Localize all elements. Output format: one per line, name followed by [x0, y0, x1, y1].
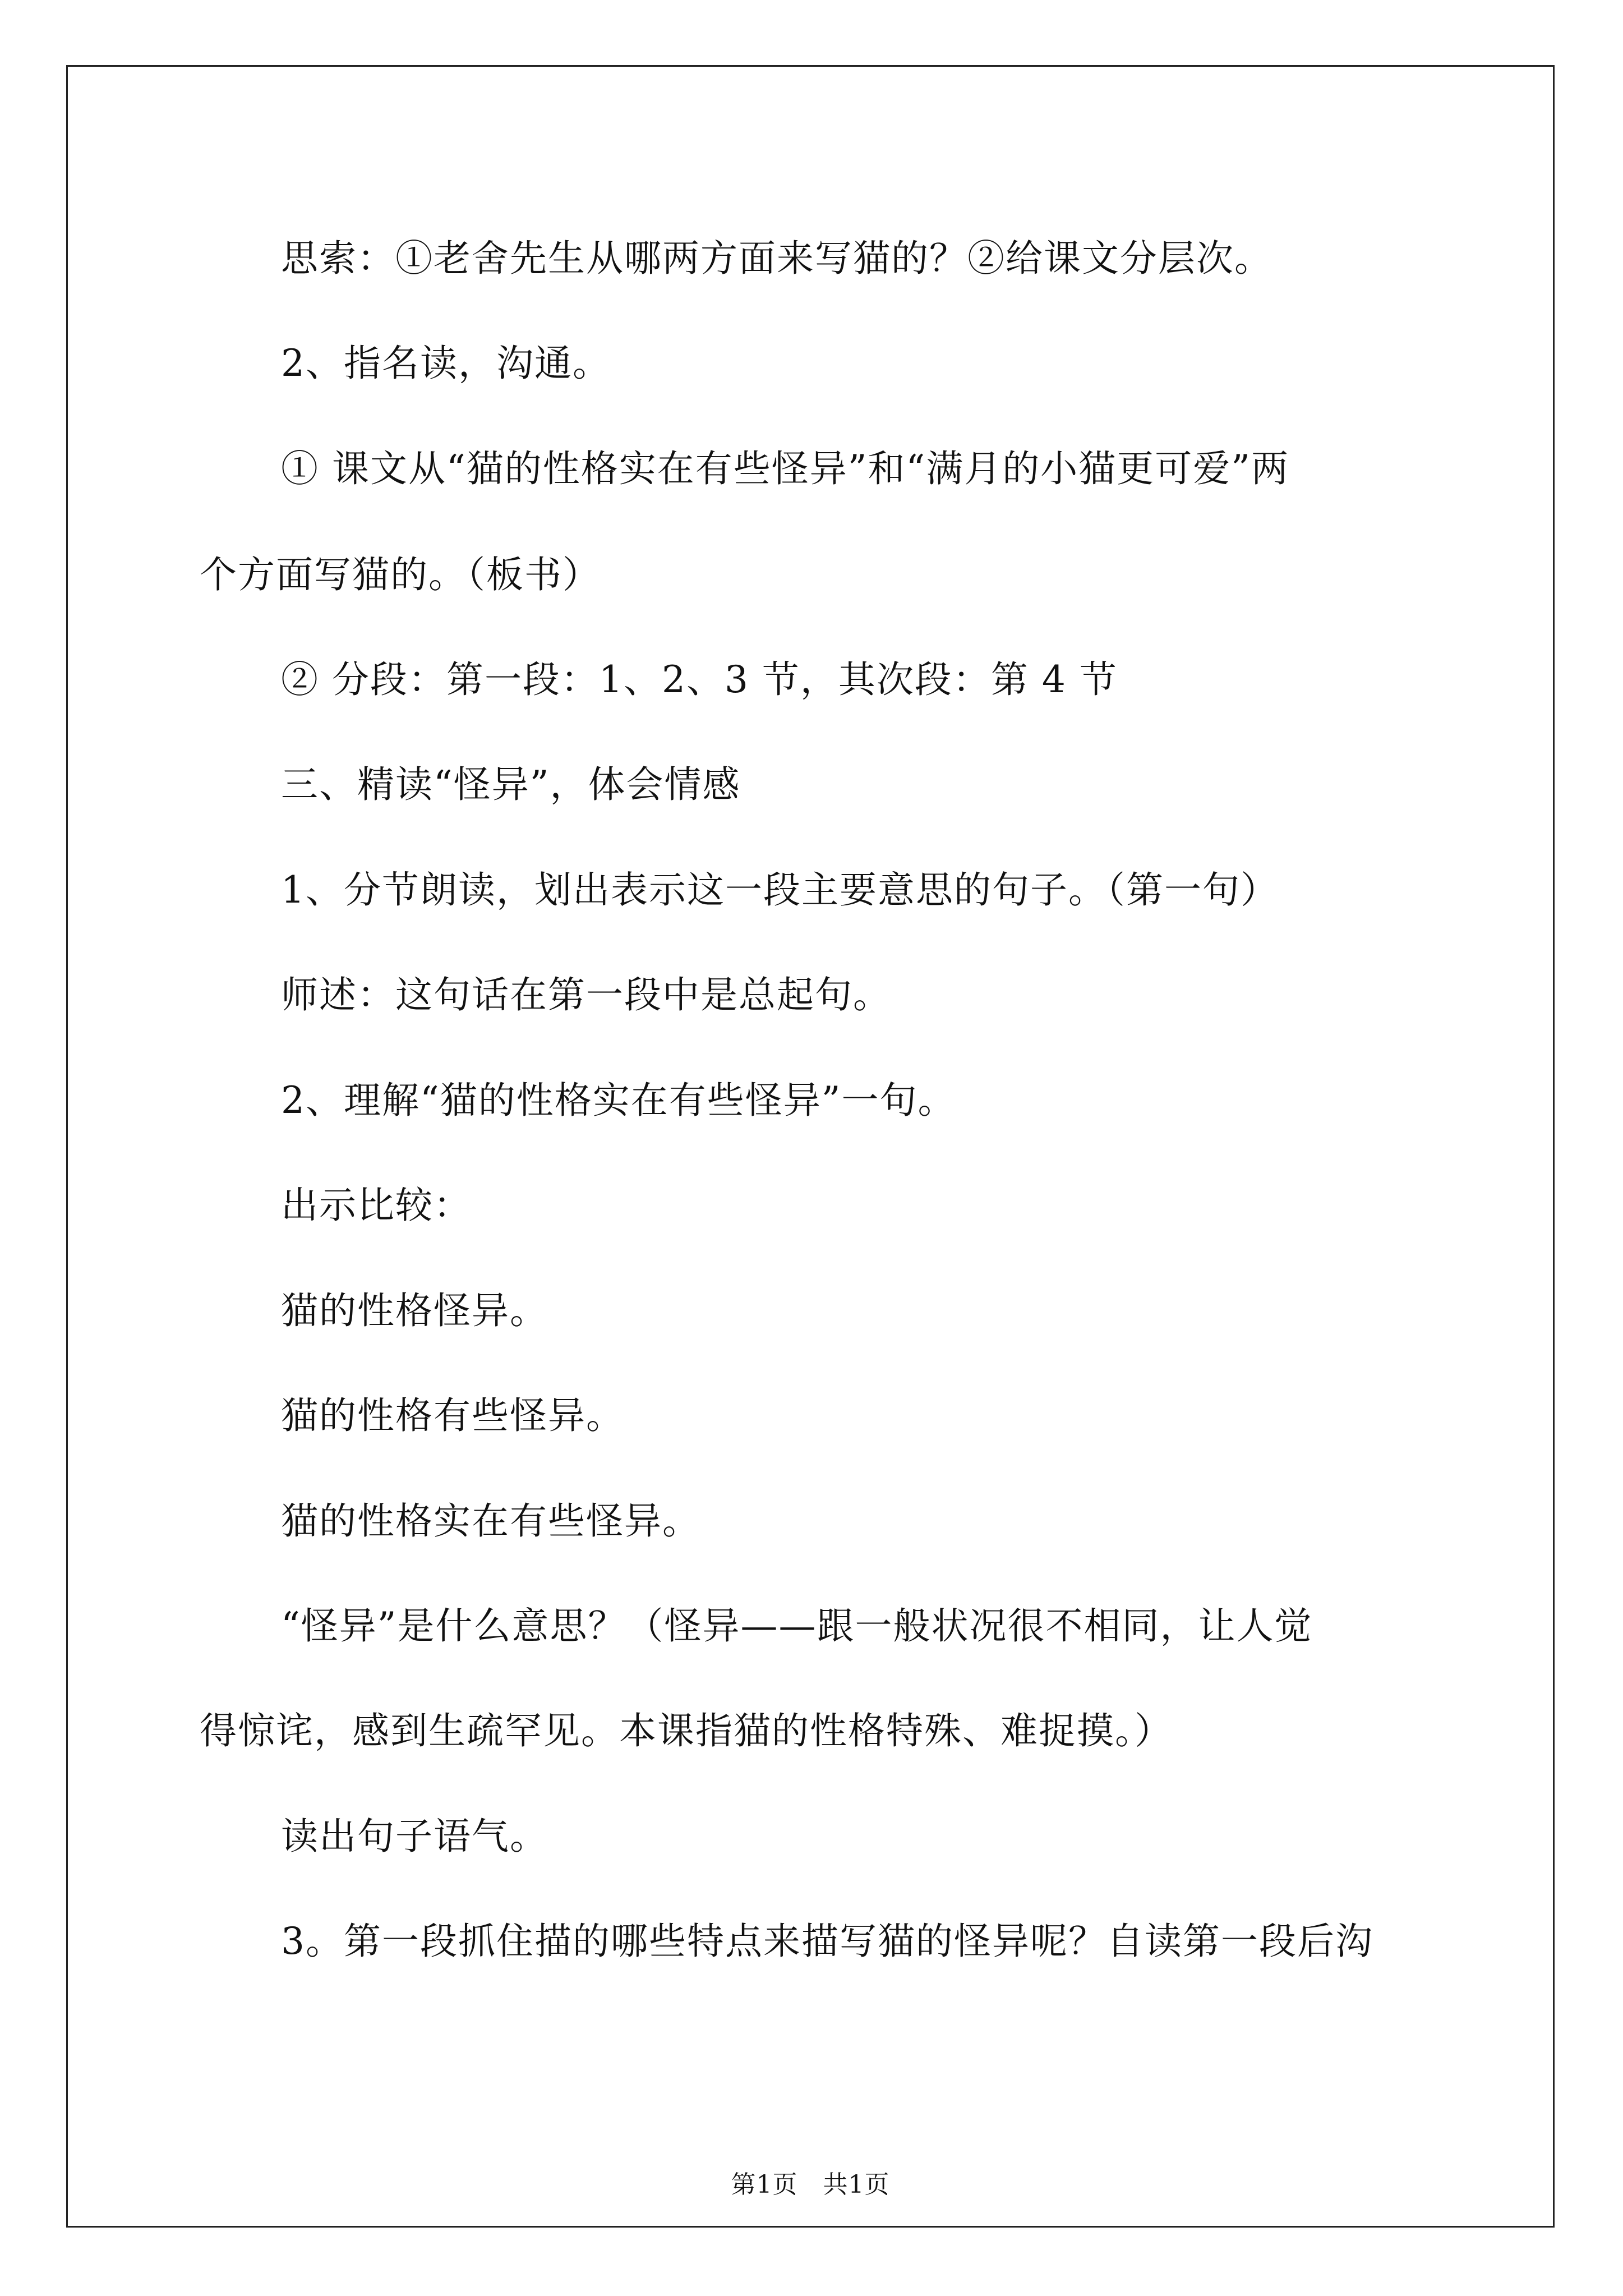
text-line: 个方面写猫的。（板书）	[200, 553, 601, 596]
text-line: 1、分节朗读，划出表示这一段主要意思的句子。（第一句）	[281, 868, 1279, 912]
text-line: 出示比较：	[281, 1184, 472, 1227]
page-content	[68, 67, 1553, 2226]
text-line: 猫的性格怪异。	[281, 1289, 548, 1332]
text-line: 思索：①老舍先生从哪两方面来写猫的？②给课文分层次。	[281, 237, 1272, 280]
text-line: 2、指名读，沟通。	[281, 342, 611, 385]
text-line: ① 课文从“猫的性格实在有些怪异”和“满月的小猫更可爱”两	[281, 447, 1289, 490]
text-line: 三、精读“怪异”，体会情感	[281, 763, 741, 806]
text-line: 3。第一段抓住描的哪些特点来描写猫的怪异呢？自读第一段后沟	[281, 1920, 1373, 1963]
text-line: 猫的性格有些怪异。	[281, 1394, 624, 1437]
text-line: “怪异”是什么意思？（怪异——跟一般状况很不相同，让人觉	[281, 1604, 1313, 1648]
text-line: ② 分段：第一段：1、2、3 节，其次段：第 4 节	[281, 658, 1118, 701]
page-number-footer: 第1页 共1页	[731, 2170, 890, 2199]
text-line: 得惊诧，感到生疏罕见。本课指猫的性格特殊、难捉摸。）	[200, 1709, 1173, 1752]
page-frame	[66, 65, 1555, 2228]
text-line: 读出句子语气。	[281, 1815, 548, 1858]
text-line: 2、理解“猫的性格实在有些怪异”一句。	[281, 1079, 956, 1122]
text-line: 猫的性格实在有些怪异。	[281, 1499, 700, 1543]
text-line: 师述：这句话在第一段中是总起句。	[281, 973, 891, 1016]
